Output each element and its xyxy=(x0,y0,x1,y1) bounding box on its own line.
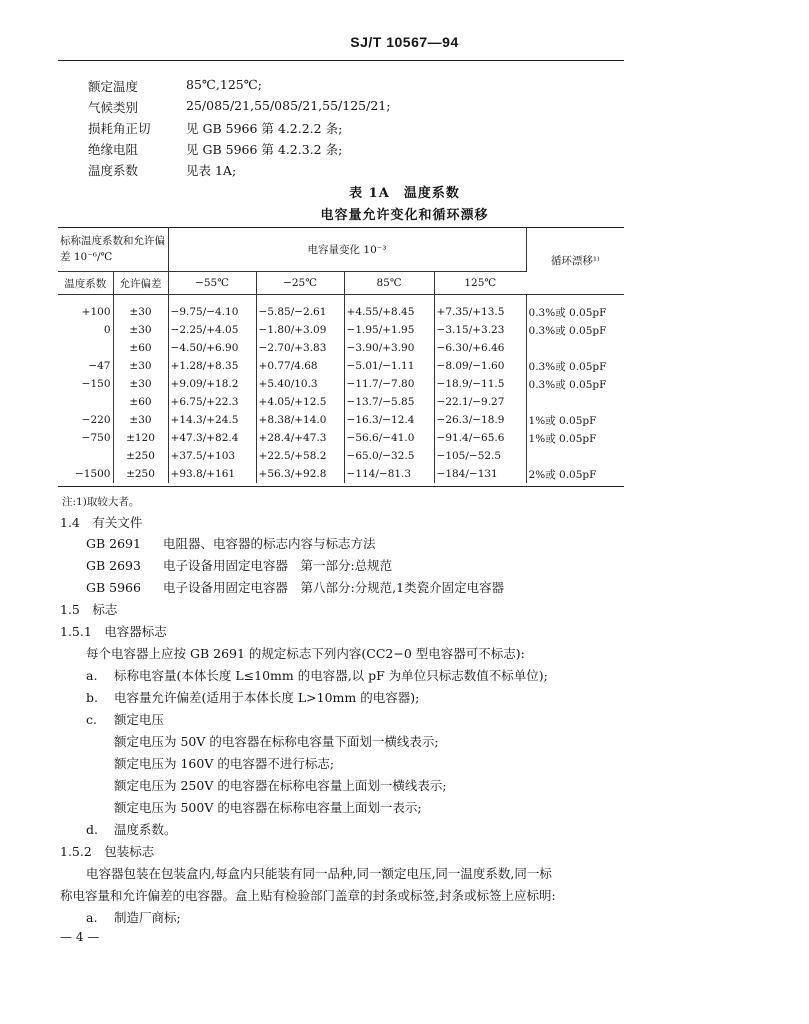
section-1-5-heading: 1.5 标志 xyxy=(60,602,118,617)
cell-m25: +8.38/+14.0 xyxy=(256,411,344,429)
table-caption: 表 1A 温度系数 xyxy=(349,186,460,201)
cell-drift: 2%或 0.05pF xyxy=(528,468,597,481)
table-subcaption: 电容量允许变化和循环漂移 xyxy=(320,208,489,223)
section-1-5-1-heading: 1.5.1 电容器标志 xyxy=(60,624,167,639)
list-mark: a. xyxy=(86,668,98,683)
cell-m25: +56.3/+92.8 xyxy=(256,465,344,483)
cell-tol: ±60 xyxy=(113,393,168,411)
cell-drift: 1%或 0.05pF xyxy=(528,414,597,427)
cell-m55: +9.09/+18.2 xyxy=(168,375,256,393)
ref-text: 电子设备用固定电容器 第八部分:分规范,1类瓷介固定电容器 xyxy=(162,580,505,595)
cell-m55: +1.28/+8.35 xyxy=(168,357,256,375)
list-item-d xyxy=(86,820,177,838)
cell-drift: 1%或 0.05pF xyxy=(528,432,597,445)
cell-tc: 0 xyxy=(58,321,113,339)
cell-m55: +14.3/+24.5 xyxy=(168,411,256,429)
ref-item xyxy=(86,556,392,574)
cell-tc xyxy=(58,393,113,411)
cell-85: −65.0/−32.5 xyxy=(344,447,434,465)
table-bottom-rule xyxy=(58,486,624,487)
header-cycle-drift: 循环漂移¹⁾ xyxy=(526,227,624,295)
header-temp-m55: −55℃ xyxy=(168,272,256,295)
header-temp-85: 85℃ xyxy=(344,272,434,295)
table-row xyxy=(58,295,624,322)
table-note: 注:1)取较大者。 xyxy=(62,496,140,508)
cell-125: −18.9/−11.5 xyxy=(434,375,526,393)
list-text: 电容量允许偏差(适用于本体长度 L>10mm 的电容器); xyxy=(114,690,420,705)
page-number: — 4 — xyxy=(60,930,100,944)
list-item-b xyxy=(86,688,419,706)
ref-text: 电子设备用固定电容器 第一部分:总规范 xyxy=(162,558,393,573)
spec-value: 见 GB 5966 第 4.2.2.2 条; xyxy=(186,121,343,136)
section-1-4-heading: 1.4 有关文件 xyxy=(60,515,143,530)
cell-tol: ±120 xyxy=(113,429,168,447)
cell-m25: +28.4/+47.3 xyxy=(256,429,344,447)
cell-125: −26.3/−18.9 xyxy=(434,411,526,429)
cell-tc: −220 xyxy=(58,411,113,429)
list-item-c xyxy=(86,710,164,728)
cell-125: −91.4/−65.6 xyxy=(434,429,526,447)
cell-tol: ±30 xyxy=(113,375,168,393)
header-temp-125: 125℃ xyxy=(434,272,526,295)
spec-label: 绝缘电阻 xyxy=(88,142,139,157)
cell-125: +7.35/+13.5 xyxy=(434,295,526,322)
cell-drift: 0.3%或 0.05pF xyxy=(528,324,607,337)
list-mark: b. xyxy=(86,690,98,705)
table-row xyxy=(58,411,624,429)
cell-tc: −750 xyxy=(58,429,113,447)
spec-value: 25/085/21,55/085/21,55/125/21; xyxy=(186,98,391,113)
cell-m55: +93.8/+161 xyxy=(168,465,256,483)
ref-text: 电阻器、电容器的标志内容与标志方法 xyxy=(162,536,376,551)
table-row xyxy=(58,339,624,357)
cell-tc xyxy=(58,339,113,357)
cell-85: −13.7/−5.85 xyxy=(344,393,434,411)
header-group-mid: 电容量变化 10⁻³ xyxy=(168,227,526,272)
cell-m55: −4.50/+6.90 xyxy=(168,339,256,357)
list-text: 额定电压 xyxy=(114,712,165,727)
spec-value: 见 GB 5966 第 4.2.3.2 条; xyxy=(186,142,343,157)
cell-125: −105/−52.5 xyxy=(434,447,526,465)
spec-value: 见表 1A; xyxy=(186,163,237,178)
ref-code: GB 5966 xyxy=(86,580,141,595)
list-mark: c. xyxy=(86,712,97,727)
list-mark: a. xyxy=(86,910,98,925)
cell-tol: ±30 xyxy=(113,411,168,429)
cell-drift xyxy=(526,447,624,465)
list-item-a2 xyxy=(86,908,181,926)
cell-125: −184/−131 xyxy=(434,465,526,483)
cell-drift xyxy=(526,339,624,357)
voltage-line: 额定电压为 250V 的电容器在标称电容量上面划一横线表示; xyxy=(114,778,447,793)
cell-125: −6.30/+6.46 xyxy=(434,339,526,357)
list-mark: d. xyxy=(86,822,98,837)
temperature-coefficient-table xyxy=(58,227,624,483)
list-text: 标称电容量(本体长度 L≤10mm 的电容器,以 pF 为单位只标志数值不标单位); xyxy=(114,668,548,683)
cell-drift: 0.3%或 0.05pF xyxy=(528,360,607,373)
cell-m25: −5.85/−2.61 xyxy=(256,295,344,322)
cell-tc: −1500 xyxy=(58,465,113,483)
section-1-5-2-heading: 1.5.2 包装标志 xyxy=(60,844,155,859)
section-1-5-2-paragraph-line: 称电容量和允许偏差的电容器。盒上贴有检验部门盖章的封条或标签,封条或标签上应标明: xyxy=(60,888,556,903)
cell-drift xyxy=(526,393,624,411)
cell-85: −5.01/−1.11 xyxy=(344,357,434,375)
spec-label: 额定温度 xyxy=(88,79,139,94)
cell-85: −3.90/+3.90 xyxy=(344,339,434,357)
cell-125: −8.09/−1.60 xyxy=(434,357,526,375)
ref-code: GB 2691 xyxy=(86,536,141,551)
spec-value: 85℃,125℃; xyxy=(186,77,262,92)
cell-85: −56.6/−41.0 xyxy=(344,429,434,447)
table-row xyxy=(58,429,624,447)
table-row xyxy=(58,321,624,339)
spec-label: 气候类别 xyxy=(88,100,139,115)
cell-m25: +0.77/4.68 xyxy=(256,357,344,375)
spec-label: 温度系数 xyxy=(88,163,139,178)
cell-m25: −2.70/+3.83 xyxy=(256,339,344,357)
cell-tc: +100 xyxy=(58,295,113,322)
cell-tc: −150 xyxy=(58,375,113,393)
table-row xyxy=(58,375,624,393)
list-text: 温度系数。 xyxy=(114,822,177,837)
cell-m55: +6.75/+22.3 xyxy=(168,393,256,411)
section-1-5-1-intro: 每个电容器上应按 GB 2691 的规定标志下列内容(CC2−0 型电容器可不标志): xyxy=(86,646,525,661)
cell-m55: +47.3/+82.4 xyxy=(168,429,256,447)
ref-item xyxy=(86,578,504,596)
cell-m25: +22.5/+58.2 xyxy=(256,447,344,465)
header-group-left: 标称温度系数和允许偏差 10⁻⁶/℃ xyxy=(58,227,168,272)
section-1-5-2-paragraph-line: 电容器包装在包装盒内,每盒内只能装有同一品种,同一额定电压,同一温度系数,同一标 xyxy=(86,866,552,881)
voltage-line: 额定电压为 500V 的电容器在标称电容量上面划一表示; xyxy=(114,800,422,815)
cell-85: +4.55/+8.45 xyxy=(344,295,434,322)
table-row xyxy=(58,465,624,483)
cell-m55: −9.75/−4.10 xyxy=(168,295,256,322)
table-row xyxy=(58,393,624,411)
cell-m25: +4.05/+12.5 xyxy=(256,393,344,411)
cell-tc xyxy=(58,447,113,465)
cell-m55: +37.5/+103 xyxy=(168,447,256,465)
cell-85: −114/−81.3 xyxy=(344,465,434,483)
header-tc: 温度系数 xyxy=(58,272,113,295)
table-row xyxy=(58,447,624,465)
document-header: SJ/T 10567—94 xyxy=(350,34,459,50)
cell-m25: +5.40/10.3 xyxy=(256,375,344,393)
voltage-line: 额定电压为 50V 的电容器在标称电容量下面划一横线表示; xyxy=(114,734,439,749)
cell-drift: 0.3%或 0.05pF xyxy=(528,306,607,319)
list-item-a xyxy=(86,666,548,684)
cell-125: −3.15/+3.23 xyxy=(434,321,526,339)
cell-85: −1.95/+1.95 xyxy=(344,321,434,339)
cell-tol: ±30 xyxy=(113,357,168,375)
cell-tol: ±30 xyxy=(113,295,168,322)
cell-m55: −2.25/+4.05 xyxy=(168,321,256,339)
cell-tc: −47 xyxy=(58,357,113,375)
cell-drift: 0.3%或 0.05pF xyxy=(528,378,607,391)
cell-tol: ±250 xyxy=(113,447,168,465)
cell-tol: ±250 xyxy=(113,465,168,483)
table-row xyxy=(58,357,624,375)
spec-label: 损耗角正切 xyxy=(88,121,151,136)
cell-tol: ±60 xyxy=(113,339,168,357)
ref-code: GB 2693 xyxy=(86,558,141,573)
cell-tol: ±30 xyxy=(113,321,168,339)
cell-125: −22.1/−9.27 xyxy=(434,393,526,411)
cell-85: −16.3/−12.4 xyxy=(344,411,434,429)
header-tol: 允许偏差 xyxy=(113,272,168,295)
header-rule xyxy=(58,60,624,61)
cell-m25: −1.80/+3.09 xyxy=(256,321,344,339)
list-text: 制造厂商标; xyxy=(114,910,181,925)
voltage-line: 额定电压为 160V 的电容器不进行标志; xyxy=(114,756,335,771)
ref-item xyxy=(86,534,375,552)
cell-85: −11.7/−7.80 xyxy=(344,375,434,393)
header-temp-m25: −25℃ xyxy=(256,272,344,295)
